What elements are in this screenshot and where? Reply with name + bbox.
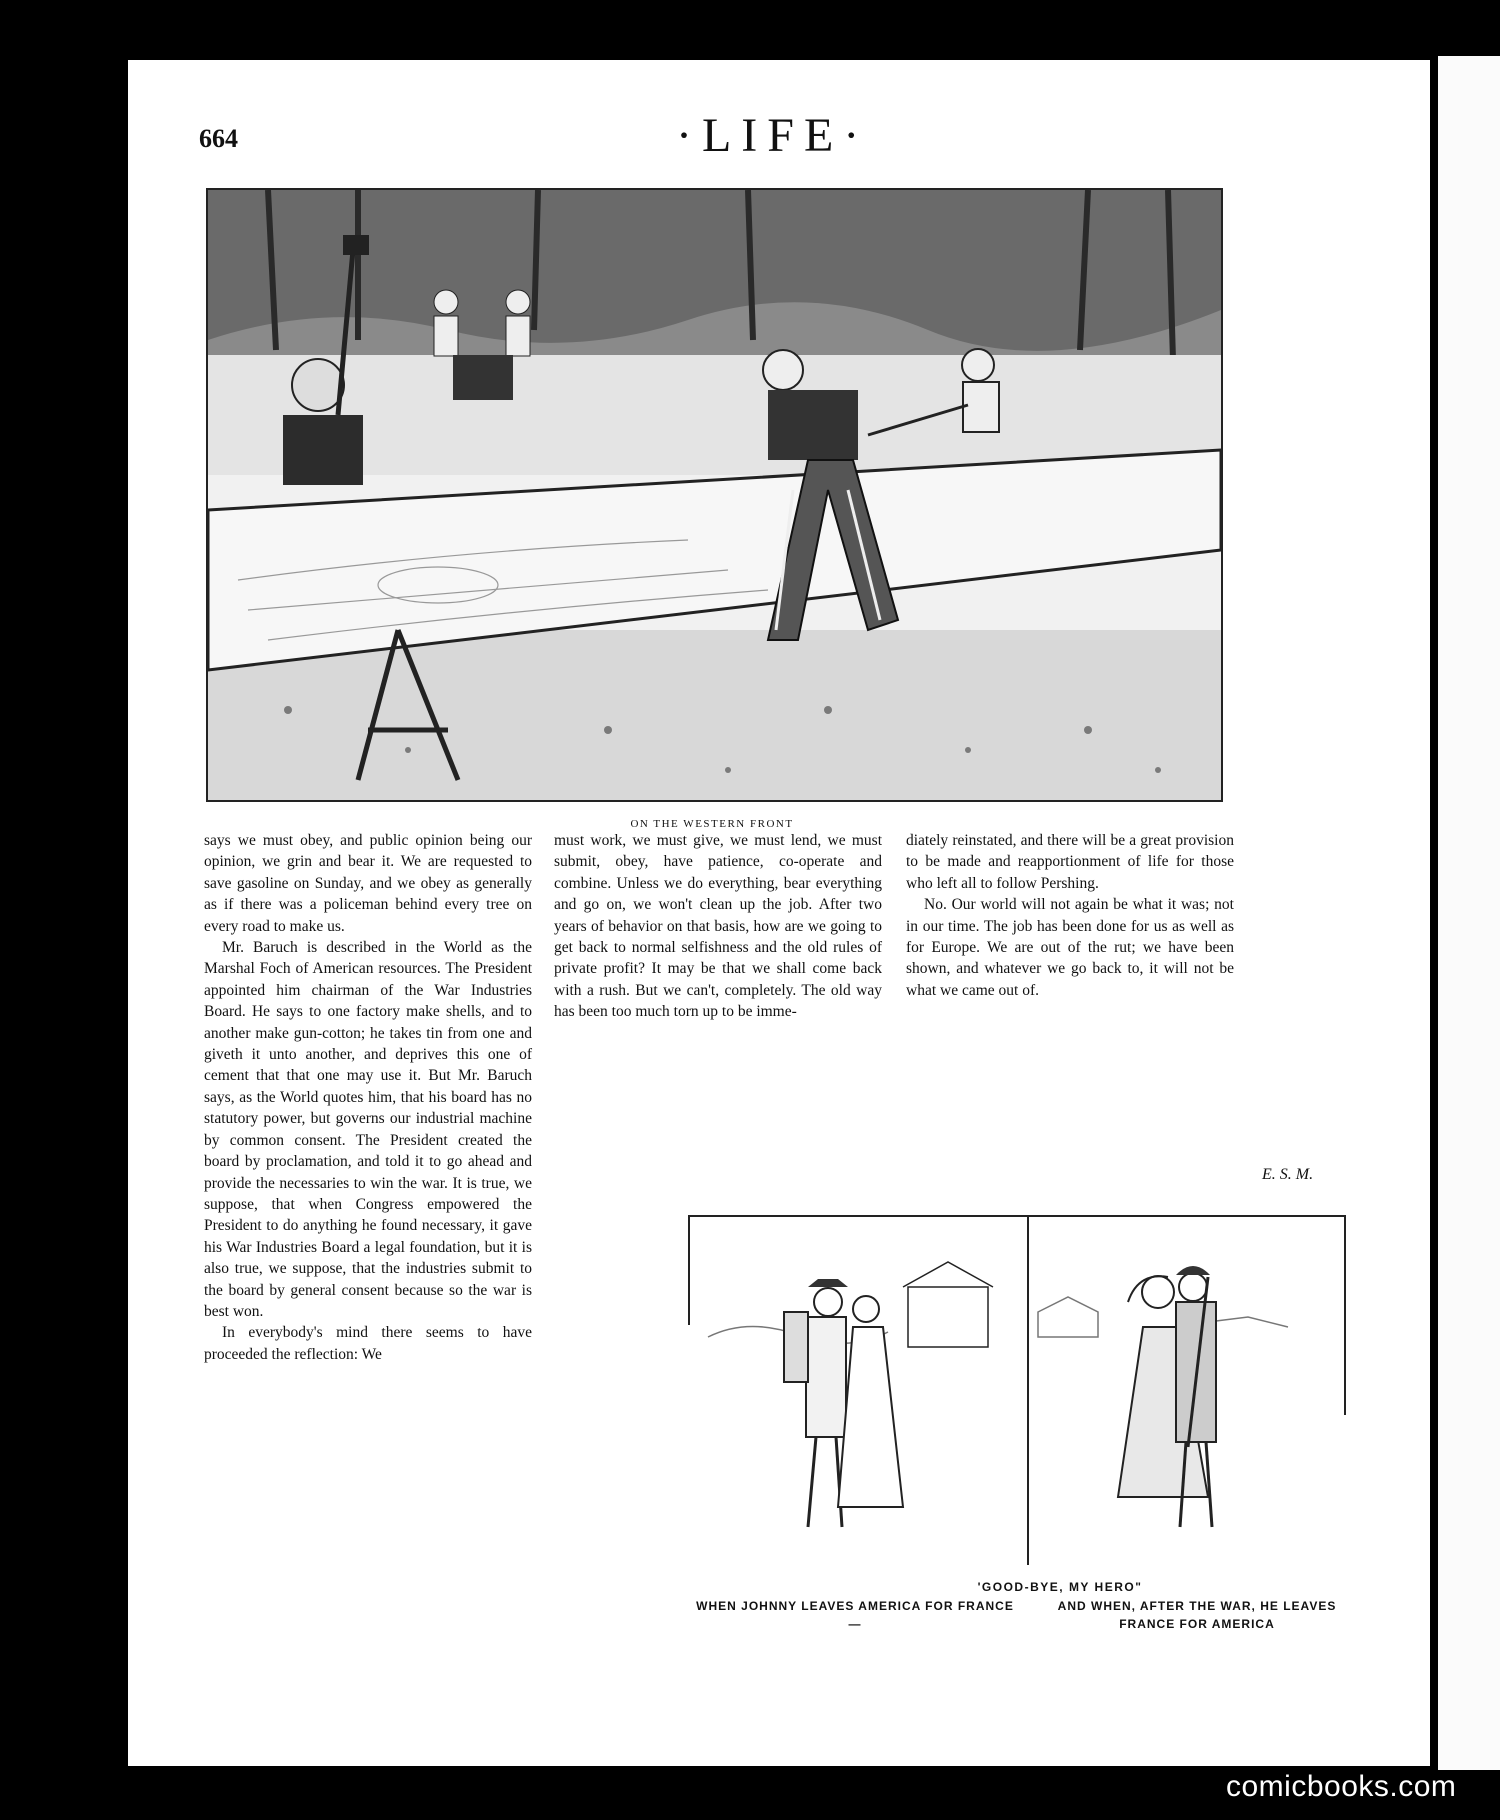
panel-divider — [1027, 1215, 1029, 1565]
column-3-paragraph-2: No. Our world will not again be what it was; not in our time. The job has been done for us as well as for Europe. We are out of the rut; we have been shown, and whatever we go back to, it will not be what we came out of. — [906, 896, 1234, 999]
cartoon-caption-right: AND WHEN, AFTER THE WAR, HE LEAVES FRANCE FOR AMERICA — [1057, 1599, 1337, 1631]
scan-border-left — [0, 0, 128, 1820]
column-2 — [554, 830, 882, 1023]
page-number: 664 — [199, 124, 238, 153]
column-3 — [906, 830, 1234, 1001]
good-bye-hero-drawing — [688, 1217, 1346, 1567]
sawing-log-drawing — [208, 190, 1221, 800]
cartoon-panels — [688, 1215, 1346, 1567]
column-1-paragraph-3: In everybody's mind there seems to have proceeded the reflection: We — [204, 1324, 532, 1363]
masthead-title: ·LIFE· — [676, 109, 870, 162]
column-1-paragraph-2: Mr. Baruch is described in the World as the Marshal Foch of American resources. The President appointed him chairman of the War Industries Board. He says to one factory make shells, and to another make gun-cotton; he takes tin from one and giveth it unto another, and deprives this one of cement that that one may use it. But Mr. Baruch says, as the World quotes him, that his board has no statutory power, but governs our industrial machine by common consent. The President created the board by proclamation, and told it to go ahead and provide the necessaries to win the war. It is true, we suppose, that when Congress empowered the President to do anything he found necessary, it gave his War Industries Board a legal foundation, but it is also true, we suppose, that the industries submit to the board by general consent because so the war is best won. — [204, 939, 532, 1320]
panel-border-right — [1344, 1215, 1346, 1415]
western-front-illustration — [206, 188, 1223, 802]
author-signature: E. S. M. — [1262, 1166, 1314, 1183]
column-1 — [204, 830, 532, 1365]
right-couple — [1118, 1266, 1216, 1527]
adjacent-page-edge — [1438, 56, 1500, 1770]
cartoon-title: 'GOOD-BYE, MY HERO" — [977, 1580, 1143, 1594]
column-2-paragraph-1: must work, we must give, we must lend, we must submit, obey, have patience, co-operate and combine. Unless we do everything, bear everything and go on, we won't clean up the job. After two years of behavior on that basis, how are we going to get back to normal selfishness and the old rules of private profit? It may be that we shall come back with a rush. But we can't, completely. The old way has been too much torn up to be imme- — [554, 832, 882, 1021]
column-1-paragraph-1: says we must obey, and public opinion being our opinion, we grin and bear it. We are requested to save gasoline on Sunday, and we obey as generally as if there was a policeman behind every tree on every road to make us. — [204, 832, 532, 935]
panel-border-left — [688, 1215, 690, 1325]
column-3-paragraph-1: diately reinstated, and there will be a great provision to be made and reapportionment of life for those who left all to follow Pershing. — [906, 832, 1234, 892]
cartoon-caption-left: WHEN JOHNNY LEAVES AMERICA FOR FRANCE— — [696, 1599, 1014, 1631]
watermark-text: comicbooks.com — [1226, 1770, 1457, 1803]
illustration-caption: ON THE WESTERN FRONT — [630, 818, 794, 830]
left-couple — [784, 1279, 903, 1527]
